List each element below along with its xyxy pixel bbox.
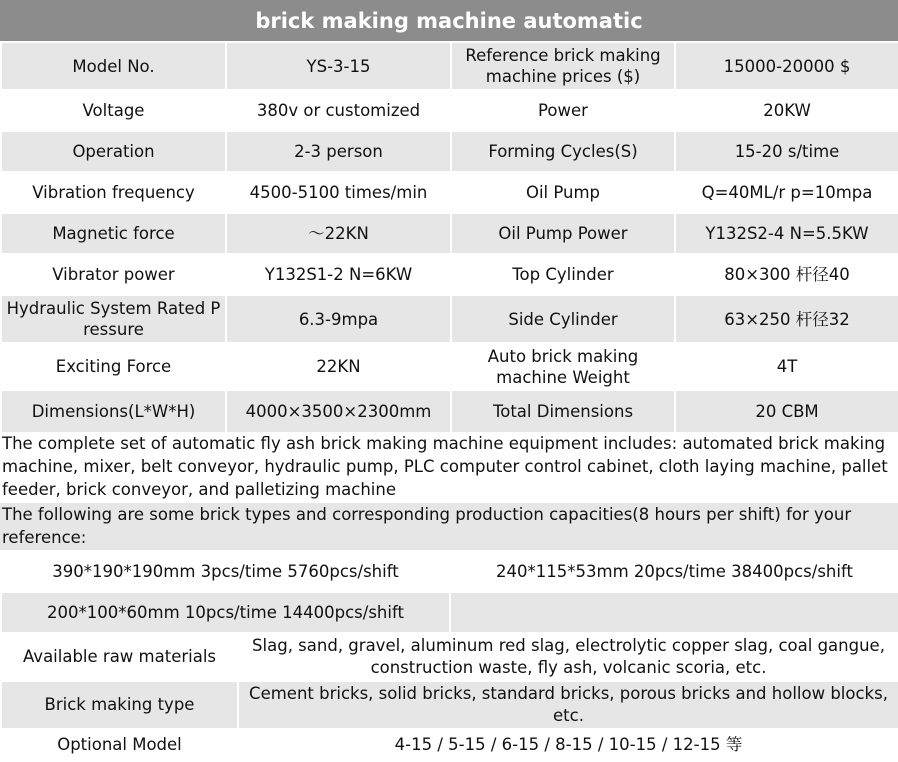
spec-value: Y132S2-4 N=5.5KW xyxy=(675,213,898,254)
optional-model-value: 4-15 / 5-15 / 6-15 / 8-15 / 10-15 / 12-15 等 xyxy=(238,729,898,761)
spec-label: Exciting Force xyxy=(1,343,226,390)
spec-label: Oil Pump Power xyxy=(451,213,675,254)
spec-value: 22KN xyxy=(226,343,451,390)
equipment-note: The complete set of automatic fly ash brick making machine equipment includes: automated brick making machine, mixer, belt conveyor, hydraulic pump, PLC computer control cabinet, cloth laying machine, pallet feeder, brick conveyor, and palletizing machine xyxy=(0,432,898,501)
spec-label: Top Cylinder xyxy=(451,254,675,295)
table-row xyxy=(1,131,898,172)
spec-label: Side Cylinder xyxy=(451,295,675,343)
spec-value: 15-20 s/time xyxy=(675,131,898,172)
table-row xyxy=(1,729,898,761)
capacity-cell: 390*190*190mm 3pcs/time 5760pcs/shift xyxy=(1,551,450,592)
spec-label: Oil Pump xyxy=(451,172,675,213)
spec-value: 15000-20000 $ xyxy=(675,42,898,90)
table-row xyxy=(1,343,898,390)
spec-value: 20KW xyxy=(675,90,898,131)
spec-value: 4T xyxy=(675,343,898,390)
raw-materials-value: Slag, sand, gravel, aluminum red slag, electrolytic copper slag, coal gangue, construction waste, fly ash, volcanic scoria, etc. xyxy=(238,633,898,681)
spec-value: 63×250 杆径32 xyxy=(675,295,898,343)
spec-value: 20 CBM xyxy=(675,390,898,433)
spec-value: ～22KN xyxy=(226,213,451,254)
spec-label: Magnetic force xyxy=(1,213,226,254)
spec-label: Power xyxy=(451,90,675,131)
table-row xyxy=(1,681,898,729)
spec-value: Y132S1-2 N=6KW xyxy=(226,254,451,295)
table-row xyxy=(1,172,898,213)
table-row xyxy=(1,592,898,633)
spec-value: 80×300 杆径40 xyxy=(675,254,898,295)
table-row xyxy=(1,295,898,343)
raw-materials-label: Available raw materials xyxy=(1,633,238,681)
spec-label: Vibration frequency xyxy=(1,172,226,213)
spec-table xyxy=(0,41,898,434)
table-row xyxy=(1,213,898,254)
page-title: brick making machine automatic xyxy=(0,0,898,41)
spec-label: Operation xyxy=(1,131,226,172)
spec-label: Auto brick making machine Weight xyxy=(451,343,675,390)
capacity-note: The following are some brick types and corresponding production capacities(8 hours per shift) for your reference: xyxy=(0,503,898,550)
spec-value: 4500-5100 times/min xyxy=(226,172,451,213)
brick-type-value: Cement bricks, solid bricks, standard bricks, porous bricks and hollow blocks, etc. xyxy=(238,681,898,729)
spec-value: YS-3-15 xyxy=(226,42,451,90)
capacity-table xyxy=(0,550,898,762)
optional-model-label: Optional Model xyxy=(1,729,238,761)
table-row xyxy=(1,90,898,131)
spec-label: Forming Cycles(S) xyxy=(451,131,675,172)
spec-value: 6.3-9mpa xyxy=(226,295,451,343)
table-row xyxy=(1,254,898,295)
spec-label: Reference brick making machine prices ($) xyxy=(451,42,675,90)
spec-value: 380v or customized xyxy=(226,90,451,131)
spec-value: 4000×3500×2300mm xyxy=(226,390,451,433)
spec-label: Voltage xyxy=(1,90,226,131)
spec-label: Vibrator power xyxy=(1,254,226,295)
spec-label: Total Dimensions xyxy=(451,390,675,433)
capacity-cell xyxy=(450,592,898,633)
brick-type-label: Brick making type xyxy=(1,681,238,729)
table-row xyxy=(1,633,898,681)
spec-label: Hydraulic System Rated Pressure xyxy=(1,295,226,343)
spec-label: Dimensions(L*W*H) xyxy=(1,390,226,433)
table-row xyxy=(1,390,898,433)
capacity-cell: 200*100*60mm 10pcs/time 14400pcs/shift xyxy=(1,592,450,633)
table-row xyxy=(1,42,898,90)
spec-value: Q=40ML/r p=10mpa xyxy=(675,172,898,213)
spec-label: Model No. xyxy=(1,42,226,90)
spec-value: 2-3 person xyxy=(226,131,451,172)
capacity-cell: 240*115*53mm 20pcs/time 38400pcs/shift xyxy=(450,551,898,592)
table-row xyxy=(1,551,898,592)
